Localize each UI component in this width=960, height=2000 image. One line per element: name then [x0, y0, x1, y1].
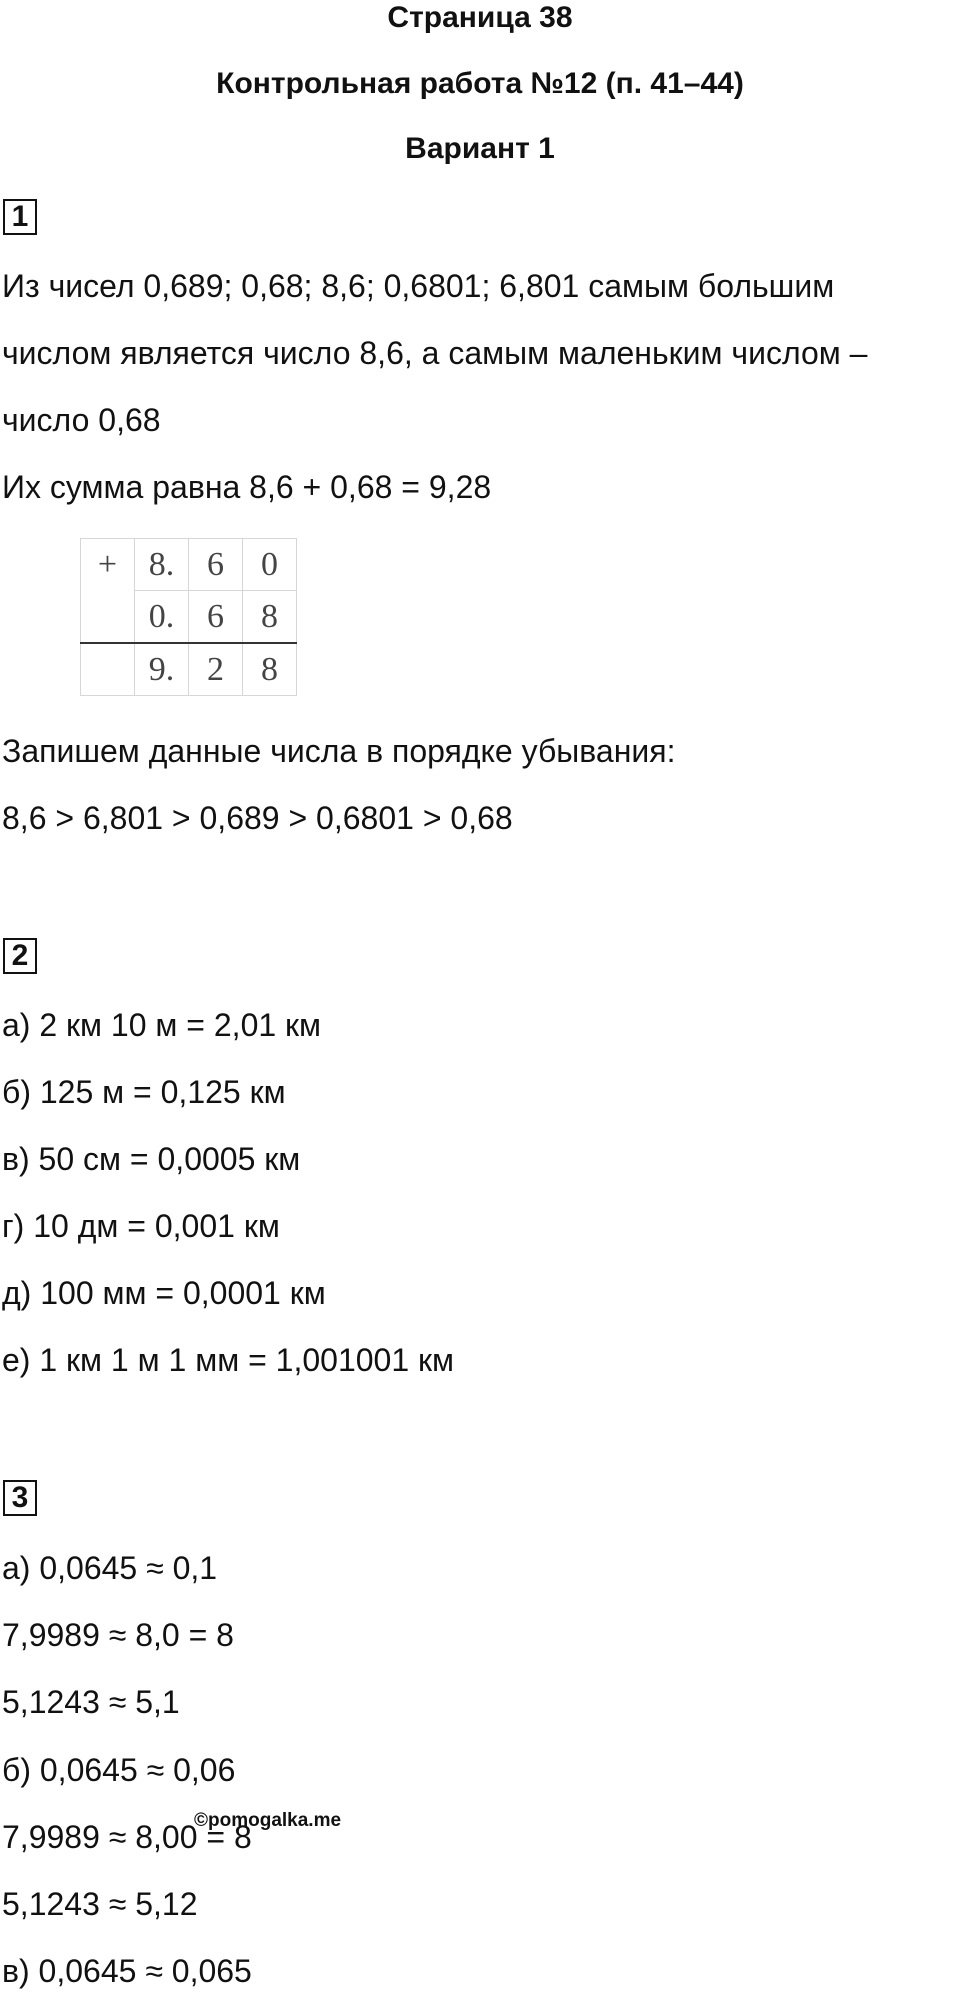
calc-cell: 6 — [189, 539, 243, 591]
task2-answer-line: в) 50 см = 0,0005 км — [2, 1141, 301, 1177]
variant-title: Вариант 1 — [405, 132, 555, 165]
calc-cell: 6 — [189, 591, 243, 644]
task3-answer-line: 5,1243 ≈ 5,12 — [2, 1886, 198, 1922]
task2-answer-line: г) 10 дм = 0,001 км — [2, 1208, 280, 1244]
task3-answer-line: 7,9989 ≈ 8,00 = 8 — [2, 1819, 252, 1855]
task3-answer-line: б) 0,0645 ≈ 0,06 — [2, 1752, 236, 1788]
task2-answer-line: е) 1 км 1 м 1 мм = 1,001001 км — [2, 1342, 455, 1378]
empty-cell — [81, 643, 135, 696]
task1-text-line: Запишем данные числа в порядке убывания: — [2, 733, 676, 769]
calc-sum-cell: 8 — [243, 643, 297, 696]
task-number-2: 2 — [3, 938, 37, 974]
empty-cell — [81, 591, 135, 644]
calc-cell: 0 — [243, 539, 297, 591]
column-addition-table — [80, 538, 297, 696]
task2-answer-line: д) 100 мм = 0,0001 км — [2, 1275, 326, 1311]
task1-text-line: Из чисел 0,689; 0,68; 8,6; 0,6801; 6,801 самым большим — [2, 268, 835, 304]
task2-answer-line: а) 2 км 10 м = 2,01 км — [2, 1007, 322, 1043]
task-number-1: 1 — [3, 199, 37, 235]
task3-answer-line: в) 0,0645 ≈ 0,065 — [2, 1953, 252, 1989]
test-title: Контрольная работа №12 (п. 41–44) — [216, 67, 744, 100]
page-number-title: Страница 38 — [387, 1, 573, 34]
task3-answer-line: 7,9989 ≈ 8,0 = 8 — [2, 1617, 234, 1653]
task-number-3: 3 — [3, 1480, 37, 1516]
calc-cell: 8 — [243, 591, 297, 644]
calc-cell: 0. — [135, 591, 189, 644]
calc-cell: 8. — [135, 539, 189, 591]
task3-answer-line: а) 0,0645 ≈ 0,1 — [2, 1550, 218, 1586]
watermark: ©pomogalka.me — [194, 1810, 342, 1831]
calc-sum-cell: 2 — [189, 643, 243, 696]
task1-text-line: Их сумма равна 8,6 + 0,68 = 9,28 — [2, 469, 492, 505]
task1-text-line: числом является число 8,6, а самым маленьким числом – — [2, 335, 868, 371]
task1-text-line: число 0,68 — [2, 402, 161, 438]
task2-answer-line: б) 125 м = 0,125 км — [2, 1074, 286, 1110]
task3-answer-line: 5,1243 ≈ 5,1 — [2, 1684, 180, 1720]
plus-sign: + — [81, 539, 135, 591]
task1-order-line: 8,6 > 6,801 > 0,689 > 0,6801 > 0,68 — [2, 800, 513, 836]
calc-sum-cell: 9. — [135, 643, 189, 696]
